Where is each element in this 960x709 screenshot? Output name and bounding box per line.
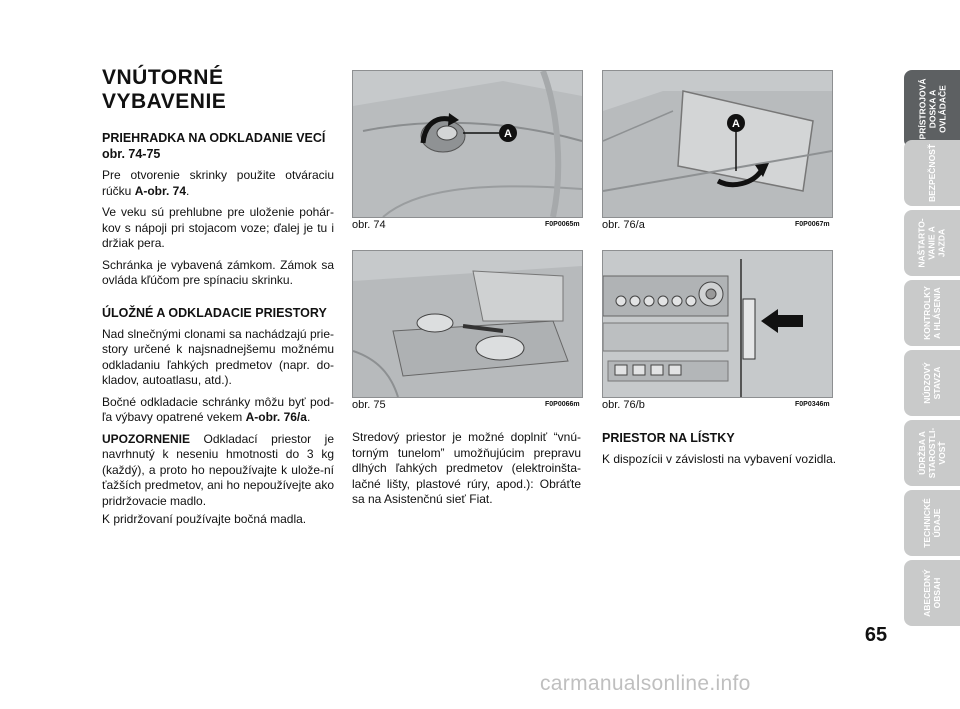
- paragraph-open-handle: Pre otvorenie skrinky použite otváraciu rúčku A-obr. 74.: [102, 168, 334, 198]
- side-tab-emergency[interactable]: NÚDZOVÝ STAVZA: [904, 350, 960, 416]
- left-column: [102, 66, 334, 528]
- figure-74-callout-label: A: [504, 128, 512, 140]
- side-tab-index[interactable]: ABECEDNÝ OBSAH: [904, 560, 960, 626]
- warning-label: UPOZORNENIE: [102, 431, 191, 446]
- figure-76b-code: F0P0346m: [795, 401, 830, 408]
- paragraph-lock: Schránka je vybavená zámkom. Zámok sa ovláda kľúčom pre spínaciu skrinku.: [102, 257, 334, 287]
- section1-heading: PRIEHRADKA NA ODKLADANIE VECÍ obr. 74-75: [102, 131, 326, 161]
- figure-76a-caption: obr. 76/a: [602, 219, 645, 231]
- ticket-slot-illustration: [603, 251, 832, 397]
- paragraph-ticket-space: K dispozícii v závislosti na vybavení vozidla.: [602, 452, 837, 466]
- watermark: carmanualsonline.info: [540, 672, 751, 695]
- side-storage-illustration: [603, 71, 832, 217]
- center-storage-illustration: [353, 251, 582, 397]
- glovebox-illustration: [353, 71, 582, 217]
- figure-76a-code: F0P0067m: [795, 221, 830, 228]
- warning-paragraph: UPOZORNENIE Odkladací priestor je navrhnutý k neseniu hmotnosti do 3 kg (každý), a proto ho nepoužívajte k ulože-ní ťažších predmetov, ani ho nepoužívejte ako pridržovacie madlo.: [102, 431, 334, 508]
- page-title-line1: VNÚTORNÉ: [102, 66, 224, 89]
- side-tab-dashboard-controls[interactable]: PRÍSTROJOVÁ DOSKA A OVLÁDAČE: [904, 70, 960, 148]
- figure-76b-ticket-slot: [602, 250, 833, 398]
- side-tab-technical-data[interactable]: TECHNICKÉ ÚDAJE: [904, 490, 960, 556]
- figure-76a-side-storage: [602, 70, 833, 218]
- section2-heading: ÚLOŽNÉ A ODKLADACIE PRIESTORY: [102, 305, 327, 320]
- paragraph-storage-above: Nad slnečnými clonami sa nachádzajú prie-story určené k najsnadnejšemu možnému odkladaniu ľahkých predmetov (napr. do-kladov, autoatlasu, atd.).: [102, 326, 334, 387]
- side-tab-starting-driving[interactable]: NAŠTARTO- VANIE A JAZDA: [904, 210, 960, 276]
- figure-76b-caption: obr. 76/b: [602, 399, 645, 411]
- side-tab-safety[interactable]: BEZPEČNOSŤ: [904, 140, 960, 206]
- page-number: 65: [864, 624, 888, 646]
- paragraph-side-storage: Bočné odkladacie schránky môžu byť pod-ľa výbavy opatrené vekem A-obr. 76/a.: [102, 394, 334, 424]
- figure-74-glovebox-handle: [352, 70, 583, 218]
- side-tab-maintenance[interactable]: ÚDRŽBA A STAROSTLI- VOSŤ: [904, 420, 960, 486]
- section1-figure-ref: obr. 74-75: [102, 147, 161, 161]
- paragraph-handles: K pridržovaní používajte bočná madla.: [102, 512, 307, 526]
- figure-75-caption: obr. 75: [352, 399, 386, 411]
- page-title-line2: VYBAVENIE: [102, 90, 227, 113]
- figure-75-code: F0P0066m: [545, 401, 580, 408]
- figure-74-caption: obr. 74: [352, 219, 386, 231]
- figure-74-code: F0P0065m: [545, 221, 580, 228]
- side-tab-warning-lights[interactable]: KONTROLKY A HLÁSENIA: [904, 280, 960, 346]
- right-column: [602, 430, 842, 468]
- ticket-space-heading: PRIESTOR NA LÍSTKY: [602, 431, 735, 445]
- paragraph-cup-holders: Ve veku sú prehlubne pre uloženie pohár-kov s nápoji pri stojacom voze; ďalej je tu i držiak pera.: [102, 205, 334, 250]
- figure-75-center-storage: [352, 250, 583, 398]
- figure-76a-callout-label: A: [732, 118, 740, 130]
- middle-column: [352, 430, 581, 508]
- paragraph-inner-tunnel: Stredový priestor je možné doplniť “vnú-torným tunelom” umožňujúcim prepravu dlhých ľahkých predmetov (elektroinšta-lačné lišty, plastové rúry, apod.): Obráťte sa na Asistenčnú sieť Fiat.: [352, 430, 581, 506]
